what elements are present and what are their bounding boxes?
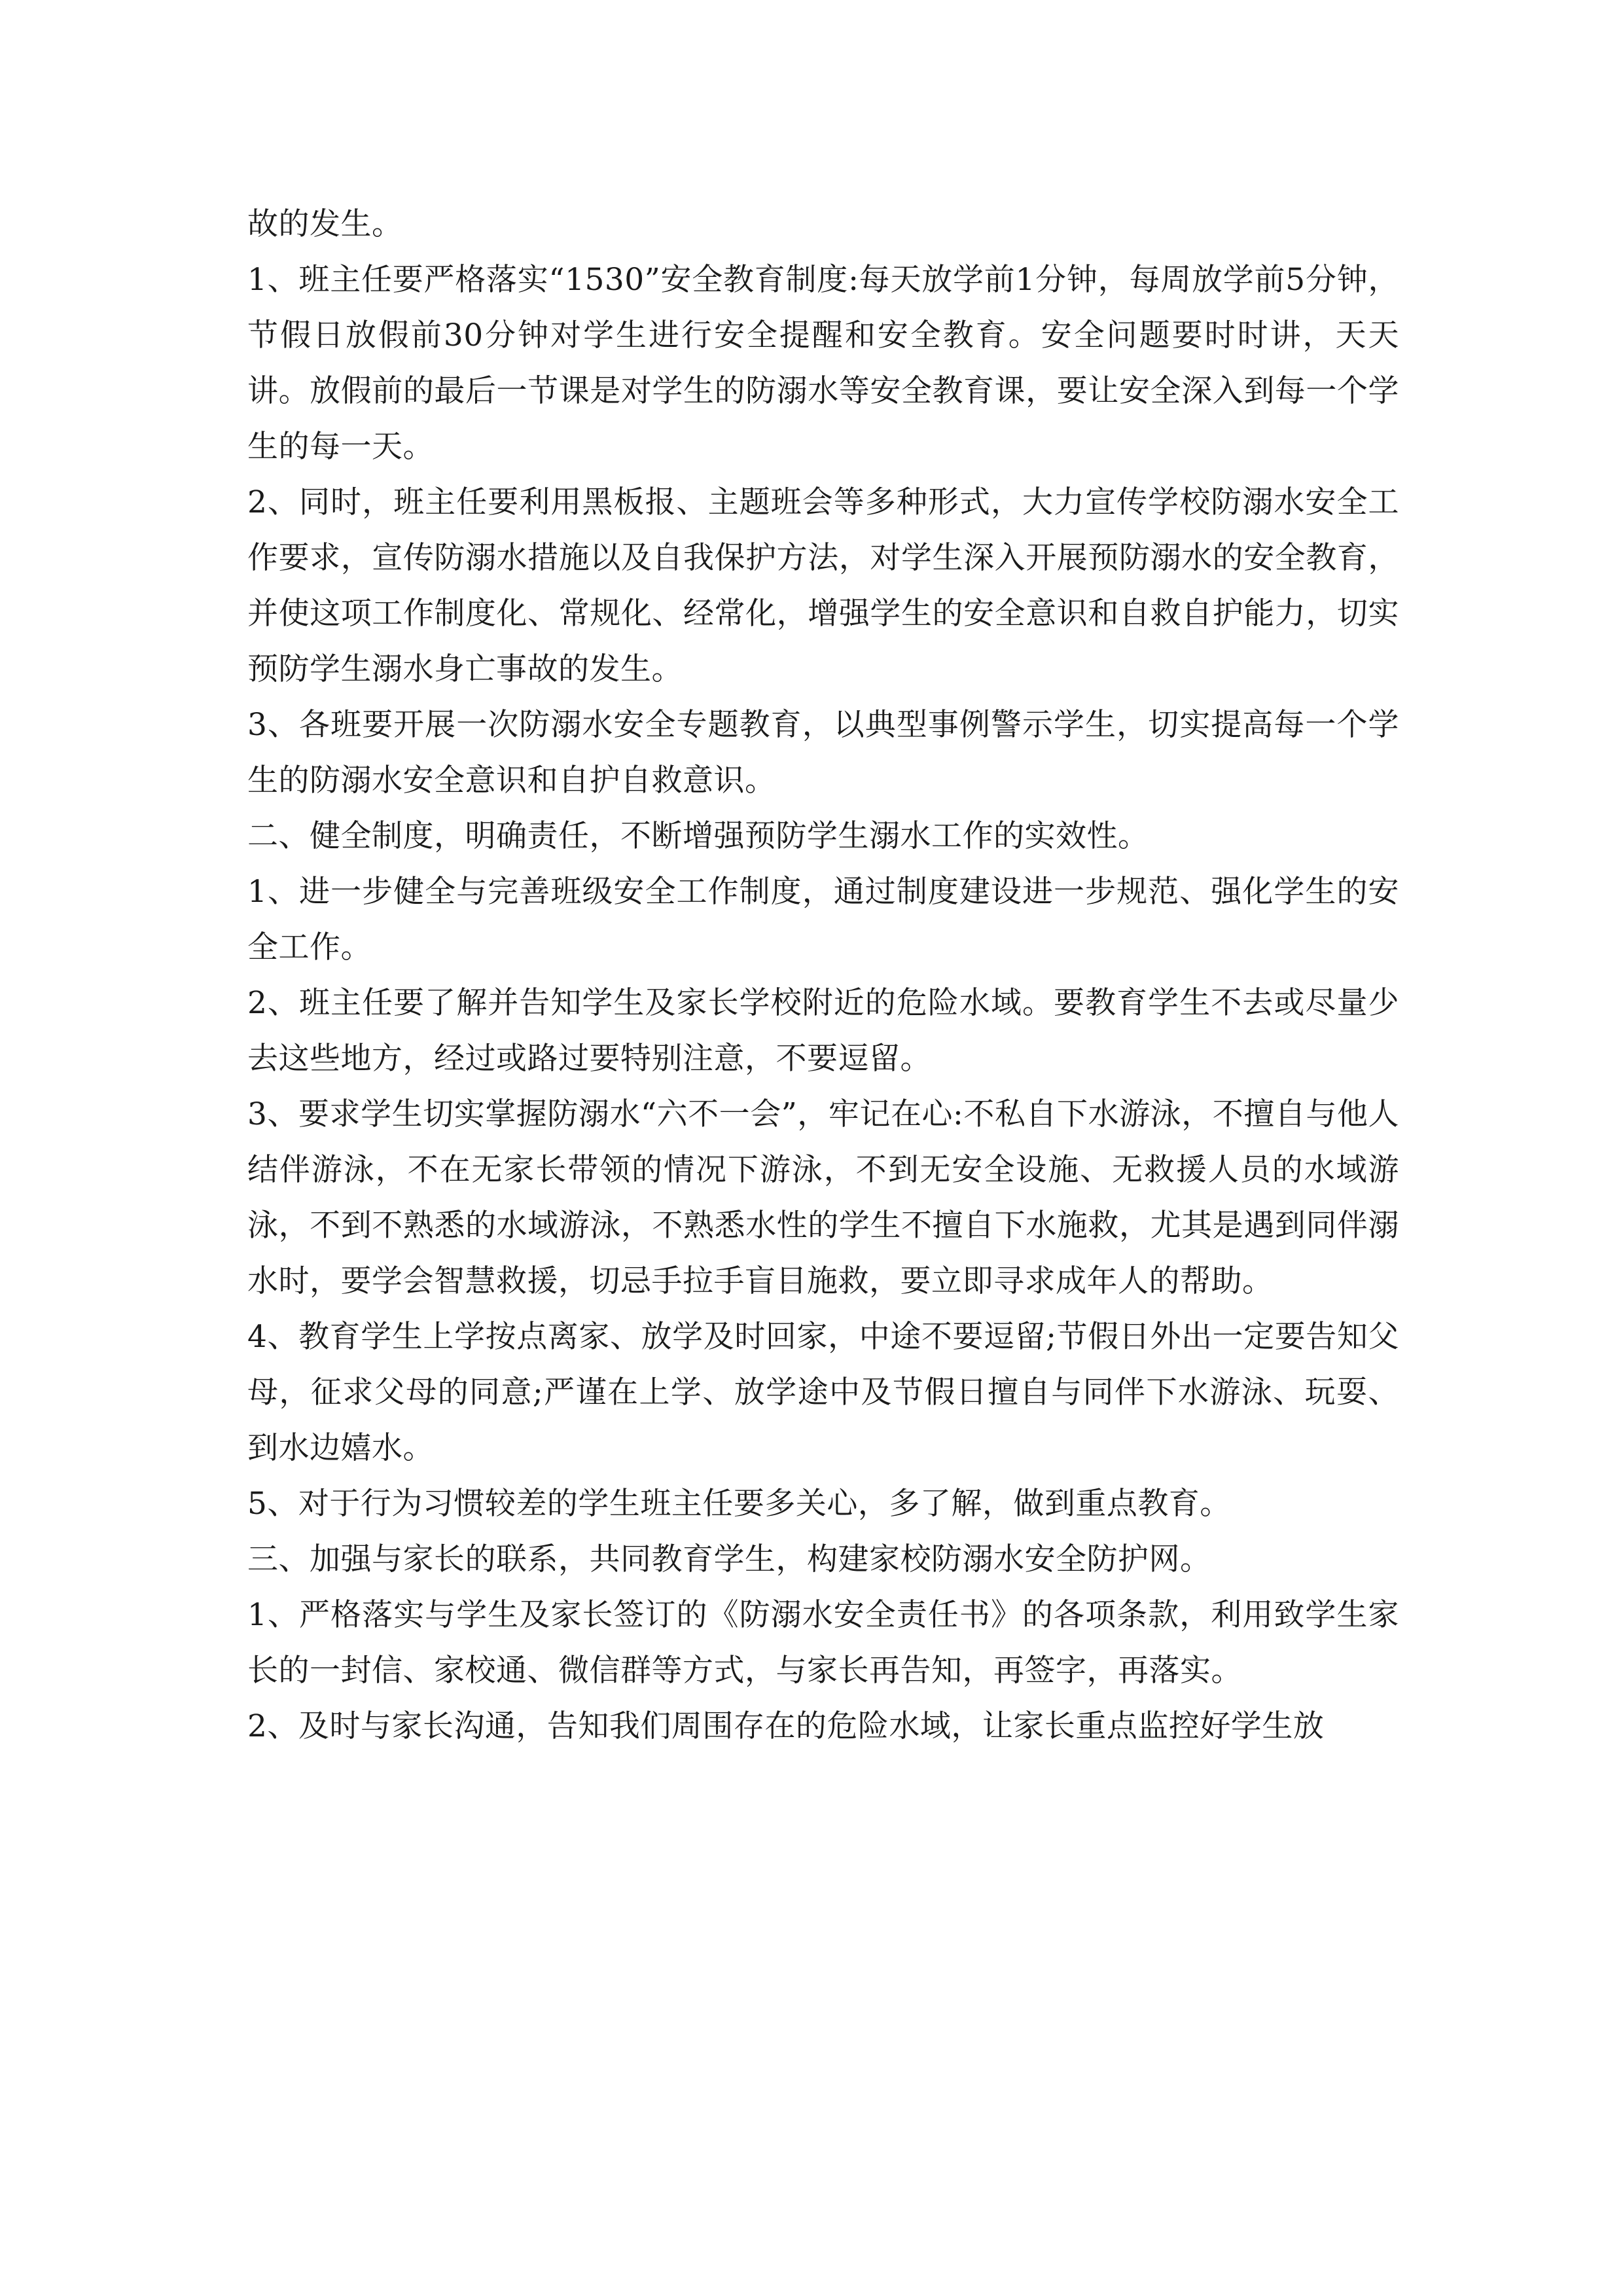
- paragraph-danger-waters: 2、班主任要了解并告知学生及家长学校附近的危险水域。要教育学生不去或尽量少去这些地方，经过或路过要特别注意，不要逗留。: [247, 985, 1399, 1077]
- paragraph-parent-communication: 2、及时与家长沟通，告知我们周围存在的危险水域，让家长重点监控好学生放: [247, 1708, 1325, 1744]
- paragraph-class-system: 1、进一步健全与完善班级安全工作制度，通过制度建设进一步规范、强化学生的安全工作。: [247, 874, 1399, 965]
- section-heading-3: 三、加强与家长的联系，共同教育学生，构建家校防溺水安全防护网。: [247, 1541, 1211, 1577]
- paragraph-responsibility-letter: 1、严格落实与学生及家长签订的《防溺水安全责任书》的各项条款，利用致学生家长的一封信、家校通、微信群等方式，与家长再告知，再签字，再落实。: [247, 1597, 1399, 1689]
- paragraph-special-education: 3、各班要开展一次防溺水安全专题教育，以典型事例警示学生，切实提高每一个学生的防溺水安全意识和自护自救意识。: [247, 707, 1399, 798]
- paragraph-commute: 4、教育学生上学按点离家、放学及时回家，中途不要逗留;节假日外出一定要告知父母，征求父母的同意;严谨在上学、放学途中及节假日擅自与同伴下水游泳、玩耍、到水边嬉水。: [247, 1319, 1399, 1466]
- paragraph-intro-tail: 故的发生。: [247, 206, 403, 242]
- paragraph-six-rules: 3、要求学生切实掌握防溺水“六不一会”，牢记在心:不私自下水游泳，不擅自与他人结伴游泳，不在无家长带领的情况下游泳，不到无安全设施、无救援人员的水域游泳，不到不熟悉的水域游泳，不熟悉水性的学生不擅自下水施救，尤其是遇到同伴溺水时，要学会智慧救援，切忌手拉手盲目施救，要立即寻求成年人的帮助。: [247, 1096, 1399, 1299]
- document-body: [247, 196, 1399, 1754]
- paragraph-publicity: 2、同时，班主任要利用黑板报、主题班会等多种形式，大力宣传学校防溺水安全工作要求，宣传防溺水措施以及自我保护方法，对学生深入开展预防溺水的安全教育，并使这项工作制度化、常规化、经常化，增强学生的安全意识和自救自护能力，切实预防学生溺水身亡事故的发生。: [247, 484, 1399, 687]
- paragraph-1530-system: 1、班主任要严格落实“1530”安全教育制度:每天放学前1分钟，每周放学前5分钟，节假日放假前30分钟对学生进行安全提醒和安全教育。安全问题要时时讲，天天讲。放假前的最后一节课是对学生的防溺水等安全教育课，要让安全深入到每一个学生的每一天。: [247, 262, 1399, 465]
- paragraph-key-students: 5、对于行为习惯较差的学生班主任要多关心，多了解，做到重点教育。: [247, 1486, 1231, 1522]
- section-heading-2: 二、健全制度，明确责任，不断增强预防学生溺水工作的实效性。: [247, 818, 1149, 854]
